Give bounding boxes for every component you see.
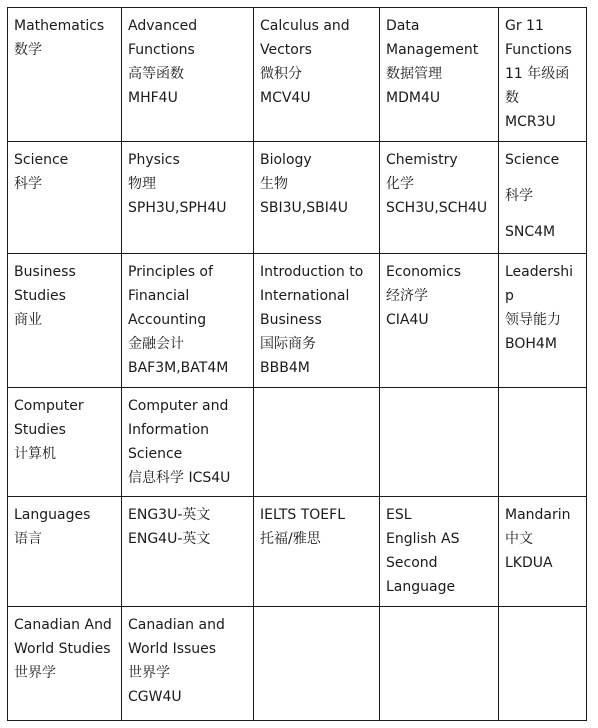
subject-name: Mathematics <box>14 18 105 34</box>
course-name-chinese: 微积分 <box>260 66 302 82</box>
subject-name: Science <box>14 152 69 168</box>
empty-cell <box>380 388 499 497</box>
course-name-chinese: 国际商务 <box>260 336 316 352</box>
course-code: SPH3U,SPH4U <box>128 200 227 216</box>
course-name: Economics <box>386 264 462 280</box>
course-name-chinese: 金融会计 <box>128 336 184 352</box>
subject-name: Computer Studies <box>14 398 84 438</box>
course-cell <box>499 142 587 254</box>
course-code: LKDUA <box>505 555 553 571</box>
empty-cell <box>499 607 587 721</box>
course-cell <box>254 497 380 607</box>
course-name: Physics <box>128 152 180 168</box>
table-row-business <box>8 254 587 388</box>
course-cell <box>254 142 380 254</box>
subject-cell <box>8 497 122 607</box>
course-code: BOH4M <box>505 336 557 352</box>
subject-cell <box>8 254 122 388</box>
course-name: Principles of Financial Accounting <box>128 264 213 328</box>
course-name-chinese: 数据管理 <box>386 66 442 82</box>
course-code: ENG3U-英文 <box>128 507 211 523</box>
course-code: SBI3U,SBI4U <box>260 200 348 216</box>
empty-cell <box>380 607 499 721</box>
course-code: BAF3M,BAT4M <box>128 360 229 376</box>
subject-name-chinese: 商业 <box>14 312 42 328</box>
course-code: MDM4U <box>386 90 441 106</box>
subject-name: Languages <box>14 507 91 523</box>
subject-name-chinese: 语言 <box>14 531 42 547</box>
course-name-chinese: 化学 <box>386 176 414 192</box>
course-name: Gr 11 Functions <box>505 18 572 58</box>
course-code: ENG4U-英文 <box>128 531 211 547</box>
course-cell <box>254 254 380 388</box>
course-cell <box>122 388 254 497</box>
subject-cell <box>8 8 122 142</box>
course-code: SCH3U,SCH4U <box>386 200 488 216</box>
course-cell <box>122 254 254 388</box>
course-name-chinese-code: 信息科学 ICS4U <box>128 470 231 486</box>
course-name: IELTS TOEFL <box>260 507 346 523</box>
course-cell <box>380 254 499 388</box>
empty-cell <box>254 607 380 721</box>
subject-name-chinese: 计算机 <box>14 446 56 462</box>
subject-cell <box>8 388 122 497</box>
course-cell <box>122 607 254 721</box>
course-name: ESL <box>386 507 412 523</box>
course-table <box>7 7 587 721</box>
course-name-chinese: 生物 <box>260 176 288 192</box>
course-code: MHF4U <box>128 90 178 106</box>
table-row-mathematics <box>8 8 587 142</box>
course-cell <box>380 497 499 607</box>
course-name-chinese: 11 年级函数 <box>505 66 570 106</box>
course-name-chinese: 科学 <box>505 188 533 204</box>
course-cell <box>499 8 587 142</box>
subject-cell <box>8 142 122 254</box>
course-cell <box>380 142 499 254</box>
course-name: Chemistry <box>386 152 458 168</box>
course-cell <box>254 8 380 142</box>
course-description: English AS Second Language <box>386 531 460 595</box>
course-cell <box>122 8 254 142</box>
course-name: Introduction to International Business <box>260 264 364 328</box>
course-name-chinese: 物理 <box>128 176 156 192</box>
course-cell <box>499 254 587 388</box>
subject-cell <box>8 607 122 721</box>
course-cell <box>122 497 254 607</box>
table-row-languages <box>8 497 587 607</box>
course-name: Science <box>505 152 560 168</box>
course-code: BBB4M <box>260 360 310 376</box>
course-code: CIA4U <box>386 312 429 328</box>
table-row-canadian-world <box>8 607 587 721</box>
course-cell <box>380 8 499 142</box>
course-cell <box>122 142 254 254</box>
course-code: MCR3U <box>505 114 556 130</box>
course-name: Canadian and World Issues <box>128 617 225 657</box>
course-name-chinese: 中文 <box>505 531 533 547</box>
course-name: Leadership <box>505 264 574 304</box>
course-name: Advanced Functions <box>128 18 198 58</box>
subject-name: Canadian And World Studies <box>14 617 112 657</box>
course-name-chinese: 托福/雅思 <box>260 531 321 547</box>
course-code: CGW4U <box>128 689 182 705</box>
table-row-science <box>8 142 587 254</box>
course-name-chinese: 高等函数 <box>128 66 184 82</box>
course-name: Biology <box>260 152 312 168</box>
course-name-chinese: 经济学 <box>386 288 428 304</box>
course-name: Computer and Information Science <box>128 398 229 462</box>
empty-cell <box>254 388 380 497</box>
subject-name-chinese: 世界学 <box>14 665 56 681</box>
course-code: MCV4U <box>260 90 311 106</box>
subject-name: Business Studies <box>14 264 76 304</box>
course-name: Mandarin <box>505 507 571 523</box>
subject-name-chinese: 数学 <box>14 42 42 58</box>
table-row-computer <box>8 388 587 497</box>
course-name-chinese: 世界学 <box>128 665 170 681</box>
course-name-chinese: 领导能力 <box>505 312 561 328</box>
course-name: Data Management <box>386 18 479 58</box>
course-code: SNC4M <box>505 224 556 240</box>
course-name: Calculus and Vectors <box>260 18 350 58</box>
subject-name-chinese: 科学 <box>14 176 42 192</box>
empty-cell <box>499 388 587 497</box>
course-cell <box>499 497 587 607</box>
